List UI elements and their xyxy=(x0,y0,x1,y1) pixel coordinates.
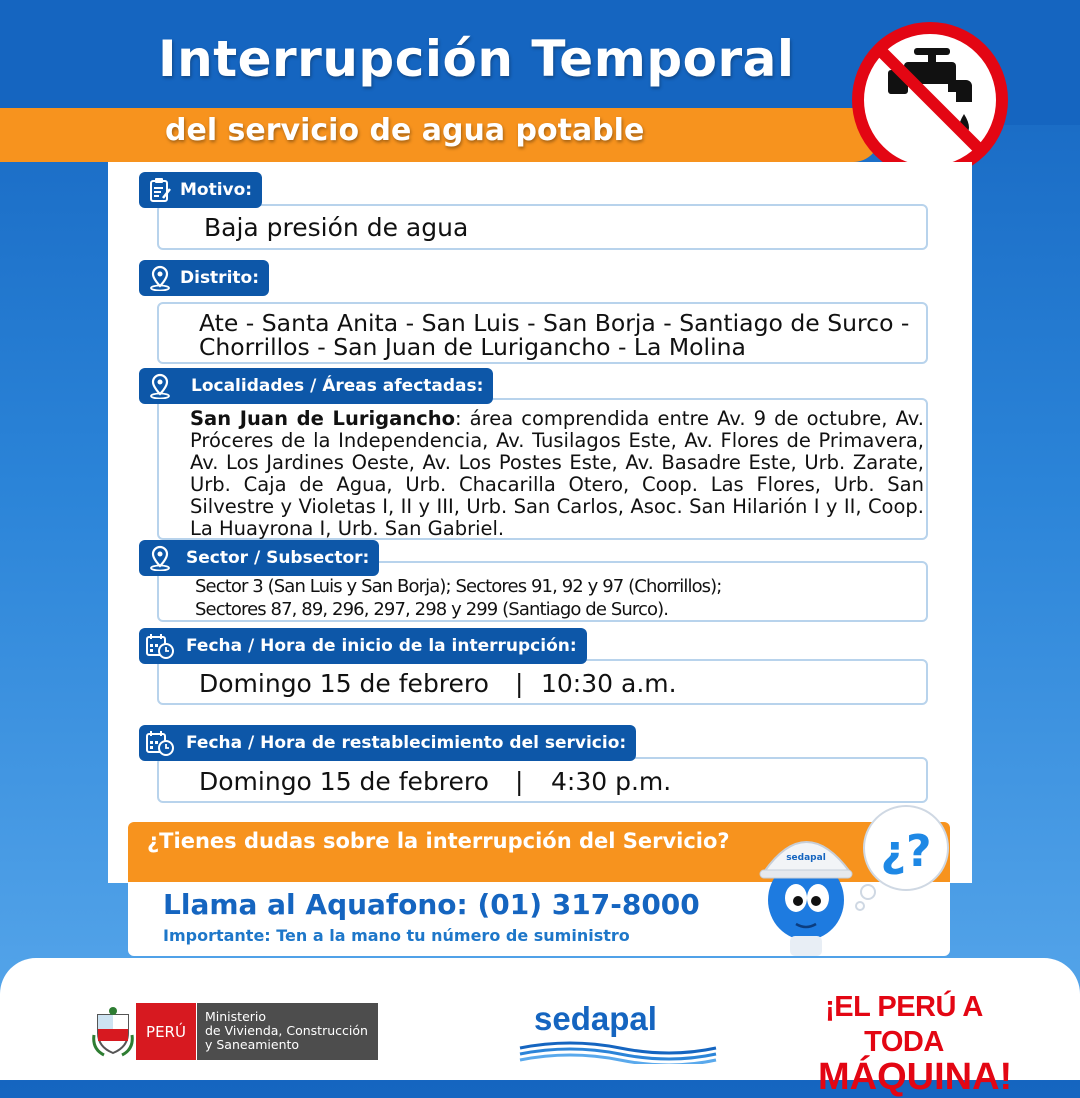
motivo-label xyxy=(139,172,262,208)
localidades-detail: : área comprendida entre Av. 9 de octubre, Av. Próceres de la Independencia, Av. Tusilagos Este, Av. Flores de Primavera, Av. Los Jardines Oeste, Av. Los Postes Este, Av. Basadre Este, Urb. Zarate, Urb. Caja de Agua, Urb. Chacarilla Otero, Coop. Las Flores, Urb. San Silvestre y Violetas I, II y III, Urb. San Carlos, Asoc. San Hilarión I y II, Coop. La Huayrona I, Urb. San Gabriel. xyxy=(190,407,924,540)
page-title: Interrupción Temporal xyxy=(158,30,795,88)
slogan xyxy=(818,990,1013,1098)
restablecimiento-separator: | xyxy=(515,767,524,796)
ministry-line-1: Ministerio xyxy=(205,1009,267,1024)
inicio-time: 10:30 a.m. xyxy=(541,669,677,698)
faq-question: ¿Tienes dudas sobre la interrupción del Servicio? xyxy=(147,829,730,853)
localidades-label-text: Localidades / Áreas afectadas: xyxy=(191,376,484,396)
slogan-line-1: ¡EL PERÚ A TODA xyxy=(825,991,983,1058)
distrito-line-2: Chorrillos - San Juan de Lurigancho - La Molina xyxy=(199,333,746,361)
motivo-value: Baja presión de agua xyxy=(204,213,469,242)
calendar-clock-icon xyxy=(146,729,174,757)
localidades-place: San Juan de Lurigancho xyxy=(190,407,455,430)
slogan-line-2: MÁQUINA! xyxy=(818,1056,1013,1098)
ministry-line-3: y Saneamiento xyxy=(205,1037,300,1052)
distrito-line-1: Ate - Santa Anita - San Luis - San Borja - Santiago de Surco - xyxy=(199,309,910,337)
location-pin-icon xyxy=(146,372,174,400)
sedapal-wave-icon xyxy=(518,1040,718,1064)
distrito-label-text: Distrito: xyxy=(180,268,259,288)
location-pin-icon xyxy=(146,544,174,572)
sedapal-logo-text: sedapal xyxy=(534,1000,657,1037)
clipboard-icon xyxy=(146,176,174,204)
no-water-tap-icon xyxy=(852,22,1008,178)
localidades-label xyxy=(139,368,493,404)
localidades-box xyxy=(157,398,928,540)
motivo-box xyxy=(157,204,928,250)
sector-line-2: Sectores 87, 89, 296, 297, 298 y 299 (Santiago de Surco). xyxy=(195,599,669,620)
helmet-text: sedapal xyxy=(786,853,826,863)
calendar-clock-icon xyxy=(146,632,174,660)
localidades-text xyxy=(190,408,924,540)
sector-label-text: Sector / Subsector: xyxy=(186,548,370,568)
aquafono-phone[interactable]: Llama al Aquafono: (01) 317-8000 xyxy=(163,888,700,921)
question-bubble-text: ¿? xyxy=(880,826,932,877)
location-pin-icon xyxy=(146,264,174,292)
restablecimiento-box xyxy=(157,757,928,803)
ministry-logo xyxy=(94,1003,378,1060)
inicio-separator: | xyxy=(515,669,524,698)
ministry-name xyxy=(196,1003,378,1060)
distrito-label xyxy=(139,260,269,296)
supply-number-note: Importante: Ten a la mano tu número de suministro xyxy=(163,926,630,945)
peru-label: PERÚ xyxy=(136,1003,196,1060)
mascot-illustration xyxy=(756,800,956,960)
sector-line-1: Sector 3 (San Luis y San Borja); Sectores 91, 92 y 97 (Chorrillos); xyxy=(195,576,722,597)
distrito-box xyxy=(157,302,928,364)
restablecimiento-label-text: Fecha / Hora de restablecimiento del servicio: xyxy=(186,733,627,753)
inicio-label-text: Fecha / Hora de inicio de la interrupción: xyxy=(186,636,577,656)
inicio-date: Domingo 15 de febrero xyxy=(199,669,489,698)
motivo-label-text: Motivo: xyxy=(180,180,253,200)
ministry-line-2: de Vivienda, Construcción xyxy=(205,1023,368,1038)
restablecimiento-date: Domingo 15 de febrero xyxy=(199,767,489,796)
restablecimiento-time: 4:30 p.m. xyxy=(551,767,672,796)
page-subtitle: del servicio de agua potable xyxy=(165,113,645,148)
inicio-label xyxy=(139,628,587,664)
inicio-box xyxy=(157,659,928,705)
sector-label xyxy=(139,540,379,576)
restablecimiento-label xyxy=(139,725,636,761)
